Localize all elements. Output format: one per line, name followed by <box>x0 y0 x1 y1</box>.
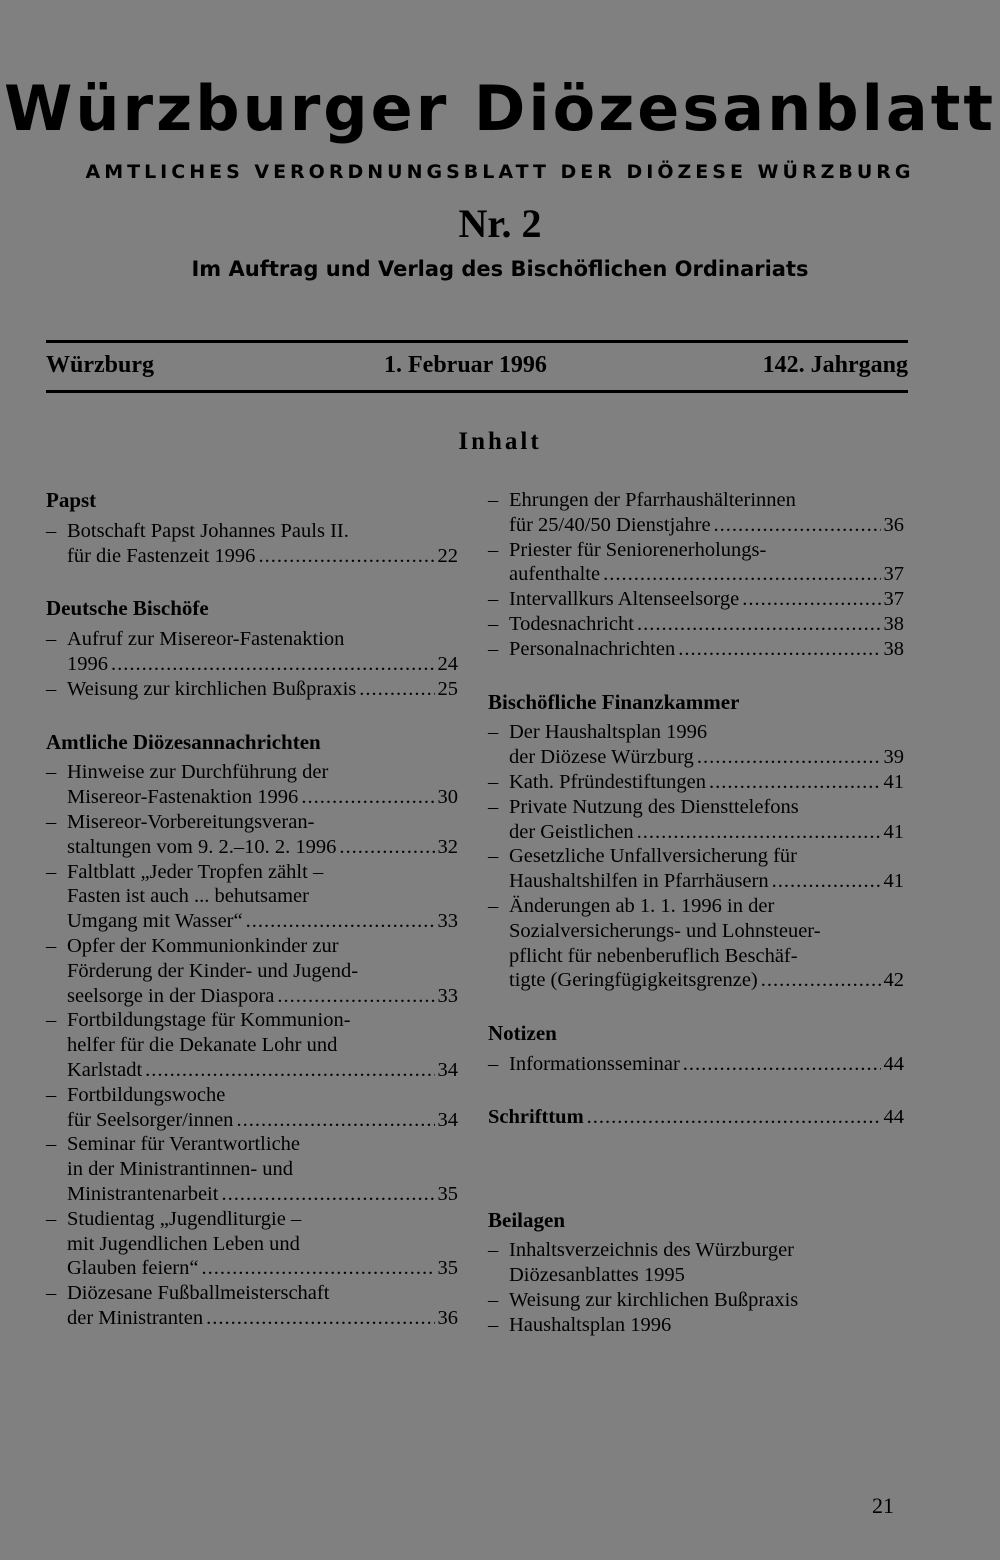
entry-page: 36 <box>437 1306 458 1329</box>
dash-bullet: – <box>46 677 57 700</box>
publisher-line: Im Auftrag und Verlag des Bischöflichen Ordinariats <box>191 257 809 281</box>
schrifttum-line <box>488 1105 904 1130</box>
entry-line: Sozialversicherungs- und Lohnsteuer- <box>509 919 821 942</box>
dot-leader <box>637 612 881 637</box>
entry-page: 34 <box>437 1108 458 1131</box>
entry-last-line <box>509 587 904 612</box>
entry-line: Priester für Seniorenerholungs- <box>509 538 767 561</box>
entry-title: Kath. Pfründestiftungen <box>509 770 706 793</box>
entry-last-line <box>509 869 904 894</box>
dash-bullet: – <box>488 489 499 511</box>
entry-last-line <box>67 785 458 810</box>
entry-line: Diözesane Fußballmeisterschaft <box>67 1282 330 1305</box>
dot-leader <box>145 1058 434 1083</box>
entry-page: 35 <box>437 1257 458 1280</box>
dash-bullet: – <box>46 810 57 833</box>
entry-line: Hinweise zur Durchführung der <box>67 761 329 784</box>
dash-bullet: – <box>488 588 499 611</box>
entry-title: Ministrantenarbeit <box>67 1182 219 1205</box>
entry-last-line <box>509 612 904 637</box>
toc-entry <box>488 770 904 795</box>
toc-entry <box>46 860 458 934</box>
dot-leader <box>709 770 881 795</box>
info-bar <box>46 352 908 384</box>
dash-bullet: – <box>488 1288 499 1311</box>
entry-page: 44 <box>883 1105 904 1128</box>
dot-leader <box>236 1108 434 1133</box>
dot-leader <box>201 1256 434 1281</box>
entry-line: Aufruf zur Misereor-Fastenaktion <box>67 628 345 651</box>
entry-line: Gesetzliche Unfallversicherung für <box>509 845 798 868</box>
supplement-line: Weisung zur kirchlichen Bußpraxis <box>509 1288 799 1311</box>
entry-line: Änderungen ab 1. 1. 1996 in der <box>509 894 775 917</box>
dash-bullet: – <box>46 1282 57 1305</box>
toc-section <box>46 730 458 1331</box>
toc-entry <box>488 844 904 894</box>
toc-entry <box>488 612 904 637</box>
entry-page: 33 <box>437 984 458 1007</box>
dot-leader <box>678 637 880 662</box>
toc-section <box>488 690 904 994</box>
toc-section <box>46 488 458 568</box>
entry-page: 33 <box>437 910 458 933</box>
entry-title: Intervallkurs Altenseelsorge <box>509 588 740 611</box>
supplement-item <box>488 1288 904 1313</box>
dot-leader <box>587 1105 881 1130</box>
entry-line: helfer für die Dekanate Lohr und <box>67 1034 338 1057</box>
supplement-line: Inhaltsverzeichnis des Würzburger <box>509 1239 794 1262</box>
dot-leader <box>246 909 435 934</box>
issue-date: 1. Februar 1996 <box>384 352 547 378</box>
dash-bullet: – <box>488 637 499 660</box>
entry-last-line <box>67 652 458 677</box>
dot-leader <box>742 587 880 612</box>
entry-last-line <box>509 637 904 662</box>
toc-entry <box>488 538 904 588</box>
volume: 142. Jahrgang <box>762 352 908 378</box>
entry-title: Haushaltshilfen in Pfarrhäusern <box>509 870 769 893</box>
toc-right-column <box>488 488 904 1366</box>
dot-leader <box>301 785 434 810</box>
issue-number: Nr. 2 <box>458 201 542 246</box>
entry-line: Seminar für Verantwortliche <box>67 1133 301 1156</box>
entry-title: staltungen vom 9. 2.–10. 2. 1996 <box>67 835 337 858</box>
toc-entry <box>488 720 904 770</box>
dash-bullet: – <box>488 538 499 561</box>
entry-title: Informationsseminar <box>509 1052 680 1075</box>
entry-page: 25 <box>437 677 458 700</box>
dash-bullet: – <box>488 1052 499 1075</box>
entry-title: für Seelsorger/innen <box>67 1108 234 1131</box>
page-number: 21 <box>872 1493 894 1518</box>
entry-last-line <box>67 984 458 1009</box>
entry-page: 30 <box>437 786 458 809</box>
dot-leader <box>603 562 880 587</box>
toc-entry <box>46 1083 458 1133</box>
dash-bullet: – <box>46 519 57 542</box>
entry-title: für 25/40/50 Dienstjahre <box>509 513 711 536</box>
entry-last-line <box>509 968 904 993</box>
entry-last-line <box>67 677 458 702</box>
toc-entry <box>46 1281 458 1331</box>
entry-title: Glauben feiern“ <box>67 1257 199 1280</box>
dash-bullet: – <box>488 894 499 917</box>
entry-page: 38 <box>883 637 904 660</box>
entry-title: Umgang mit Wasser“ <box>67 910 243 933</box>
entry-line: Private Nutzung des Diensttelefons <box>509 795 799 818</box>
toc-entry <box>488 894 904 993</box>
toc-entry <box>488 795 904 845</box>
entry-title: Todesnachricht <box>509 612 634 635</box>
toc-section-continued <box>488 488 904 662</box>
entry-line: in der Ministrantinnen- und <box>67 1158 294 1181</box>
entry-page: 37 <box>883 563 904 586</box>
toc-entry <box>46 1207 458 1281</box>
toc-entry <box>46 519 458 569</box>
entry-page: 41 <box>883 820 904 843</box>
entry-title: Weisung zur kirchlichen Bußpraxis <box>67 677 357 700</box>
dot-leader <box>359 677 434 702</box>
toc-entry <box>46 1008 458 1082</box>
entry-page: 36 <box>883 513 904 536</box>
entry-last-line <box>509 745 904 770</box>
dot-leader <box>772 869 881 894</box>
entry-title: aufenthalte <box>509 563 601 586</box>
entry-last-line <box>509 820 904 845</box>
entry-last-line <box>67 544 458 569</box>
entry-last-line <box>509 1052 904 1077</box>
toc-section-beilagen <box>488 1208 904 1338</box>
toc-entry <box>46 810 458 860</box>
entry-page: 39 <box>883 746 904 769</box>
entry-page: 32 <box>437 835 458 858</box>
entry-last-line <box>67 835 458 860</box>
dot-leader <box>761 968 881 993</box>
toc-entry <box>488 637 904 662</box>
entry-last-line <box>67 1256 458 1281</box>
dash-bullet: – <box>46 761 57 784</box>
section-heading: Beilagen <box>488 1207 565 1232</box>
toc-entry <box>46 760 458 810</box>
entry-line: mit Jugendlichen Leben und <box>67 1232 300 1255</box>
dot-leader <box>714 513 881 538</box>
dash-bullet: – <box>488 1313 499 1336</box>
place: Würzburg <box>46 352 154 378</box>
entry-last-line <box>509 562 904 587</box>
toc-heading: Inhalt <box>458 428 542 455</box>
entry-line: Misereor-Vorbereitungsveran- <box>67 810 315 833</box>
dash-bullet: – <box>488 795 499 818</box>
dash-bullet: – <box>46 628 57 651</box>
entry-line: Fortbildungstage für Kommunion- <box>67 1009 351 1032</box>
toc-entry <box>46 677 458 702</box>
entry-last-line <box>67 909 458 934</box>
dash-bullet: – <box>46 1133 57 1156</box>
entry-title: der Geistlichen <box>509 820 634 843</box>
toc-entry <box>46 1132 458 1206</box>
entry-line: Faltblatt „Jeder Tropfen zählt – <box>67 860 324 883</box>
entry-page: 37 <box>883 588 904 611</box>
entry-title: für die Fastenzeit 1996 <box>67 544 256 567</box>
entry-line: Förderung der Kinder- und Jugend- <box>67 959 359 982</box>
supplement-item <box>488 1238 904 1288</box>
entry-title: Misereor-Fastenaktion 1996 <box>67 786 299 809</box>
entry-page: 22 <box>437 544 458 567</box>
dot-leader <box>683 1052 881 1077</box>
dot-leader <box>221 1182 434 1207</box>
dash-bullet: – <box>488 721 499 744</box>
bottom-rule <box>46 390 908 393</box>
entry-page: 42 <box>883 969 904 992</box>
masthead-subtitle: AMTLICHES VERORDNUNGSBLATT DER DIÖZESE WÜRZBURG <box>85 161 915 183</box>
entry-last-line <box>509 770 904 795</box>
entry-title: seelsorge in der Diaspora <box>67 984 275 1007</box>
entry-page: 24 <box>437 652 458 675</box>
toc-left-column <box>46 488 458 1359</box>
entry-title: Karlstadt <box>67 1058 143 1081</box>
dot-leader <box>277 984 434 1009</box>
entry-title: 1996 <box>67 652 108 675</box>
entry-last-line <box>67 1058 458 1083</box>
toc-section <box>488 1021 904 1077</box>
entry-line: Studientag „Jugendliturgie – <box>67 1207 302 1230</box>
entry-page: 35 <box>437 1182 458 1205</box>
dash-bullet: – <box>488 845 499 868</box>
section-heading: Notizen <box>488 1021 557 1046</box>
masthead-title: Würzburger Diözesanblatt <box>4 72 996 145</box>
entry-line: Ehrungen der Pfarrhaushälterinnen <box>509 489 796 511</box>
entry-line: Opfer der Kommunionkinder zur <box>67 934 339 957</box>
entry-page: 34 <box>437 1058 458 1081</box>
section-heading: Amtliche Diözesannachrichten <box>46 729 321 754</box>
section-heading: Schrifttum <box>488 1105 584 1128</box>
section-heading: Papst <box>46 488 97 512</box>
entry-title: tigte (Geringfügigkeitsgrenze) <box>509 969 758 992</box>
dash-bullet: – <box>488 770 499 793</box>
entry-page: 41 <box>883 770 904 793</box>
dot-leader <box>697 745 881 770</box>
toc-entry <box>46 934 458 1008</box>
dash-bullet: – <box>46 1009 57 1032</box>
toc-entry <box>488 488 904 538</box>
dash-bullet: – <box>488 1239 499 1262</box>
dash-bullet: – <box>46 934 57 957</box>
entry-title: der Diözese Würzburg <box>509 746 694 769</box>
entry-line: pflicht für nebenberuflich Beschäf- <box>509 944 798 967</box>
supplement-line: Diözesanblattes 1995 <box>509 1264 685 1287</box>
dot-leader <box>258 544 434 569</box>
dot-leader <box>111 652 435 677</box>
entry-last-line <box>67 1306 458 1331</box>
entry-page: 41 <box>883 870 904 893</box>
entry-last-line <box>509 513 904 538</box>
entry-line: Fortbildungswoche <box>67 1083 226 1106</box>
toc-section <box>46 596 458 701</box>
entry-line: Der Haushaltsplan 1996 <box>509 721 708 744</box>
toc-section-schrifttum <box>488 1105 904 1130</box>
top-rule <box>46 340 908 343</box>
dot-leader <box>339 835 434 860</box>
section-heading: Deutsche Bischöfe <box>46 596 209 621</box>
dash-bullet: – <box>46 1083 57 1106</box>
dash-bullet: – <box>46 860 57 883</box>
dot-leader <box>637 820 881 845</box>
entry-page: 38 <box>883 612 904 635</box>
entry-page: 44 <box>883 1052 904 1075</box>
dash-bullet: – <box>488 612 499 635</box>
supplement-item <box>488 1313 904 1338</box>
entry-title: Personalnachrichten <box>509 637 676 660</box>
dash-bullet: – <box>46 1207 57 1230</box>
entry-title: der Ministranten <box>67 1306 204 1329</box>
toc-entry <box>488 587 904 612</box>
supplement-line: Haushaltsplan 1996 <box>509 1313 672 1336</box>
toc-entry <box>488 1052 904 1077</box>
entry-last-line <box>67 1182 458 1207</box>
entry-line: Fasten ist auch ... behutsamer <box>67 885 309 908</box>
section-heading: Bischöfliche Finanzkammer <box>488 689 740 714</box>
toc-entry <box>46 627 458 677</box>
entry-line: Botschaft Papst Johannes Pauls II. <box>67 519 349 542</box>
entry-last-line <box>67 1108 458 1133</box>
dot-leader <box>206 1306 434 1331</box>
